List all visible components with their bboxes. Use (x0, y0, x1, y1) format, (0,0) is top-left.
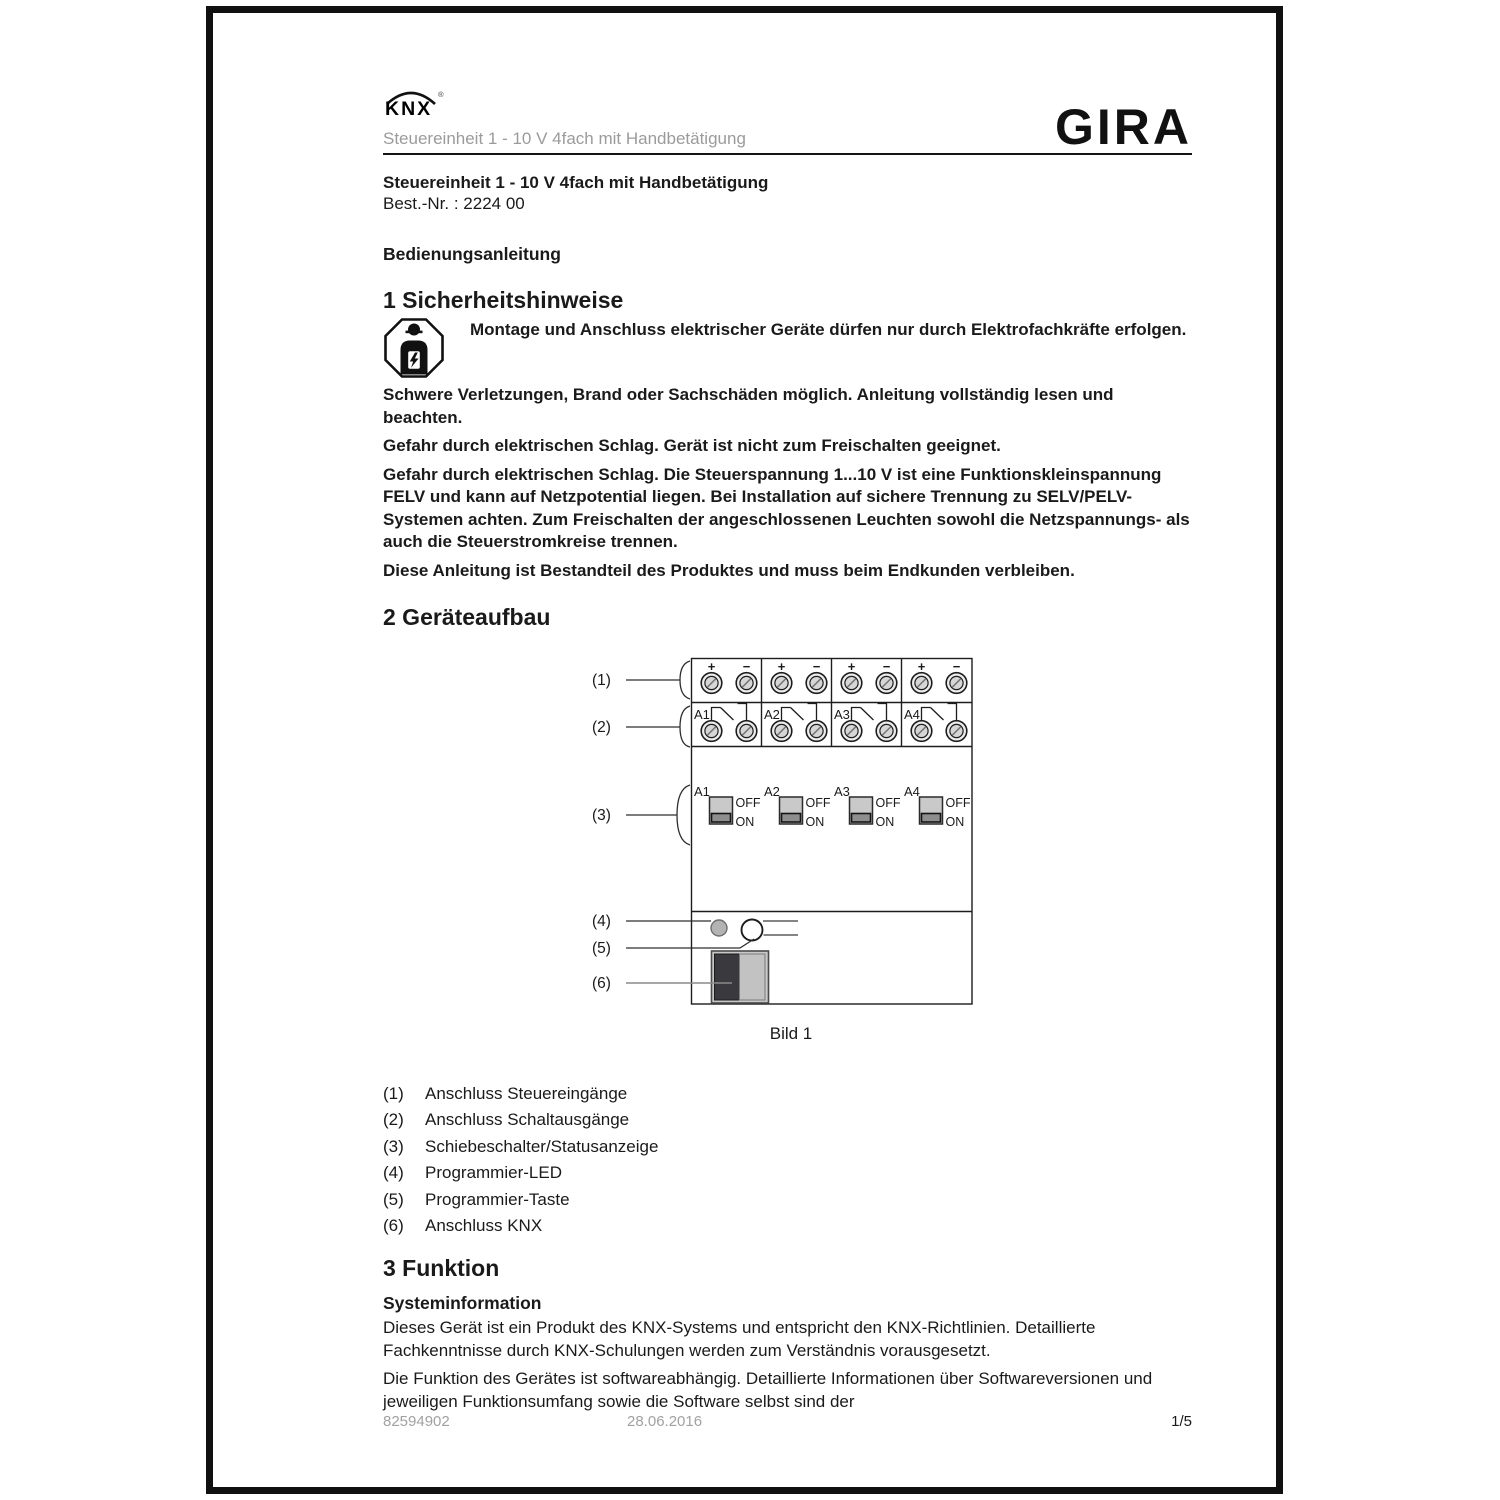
legend-item (383, 1081, 1192, 1107)
product-title: Steuereinheit 1 - 10 V 4fach mit Handbetätigung (383, 173, 769, 192)
legend-num: (2) (383, 1110, 404, 1130)
channel-label: A4 (904, 707, 920, 722)
callout-6: (6) (592, 975, 611, 992)
legend-label: Anschluss Schaltausgänge (425, 1110, 630, 1130)
doc-type: Bedienungsanleitung (383, 244, 561, 264)
page-header (383, 88, 1192, 155)
footer-page-number: 1/5 (1171, 1413, 1192, 1430)
minus-label: − (952, 659, 961, 674)
control-input-terminals (701, 659, 967, 693)
gira-logo: GIRA (1055, 99, 1192, 155)
channel-label: A3 (834, 707, 850, 722)
device-figure (580, 650, 1030, 1055)
callout-3: (3) (592, 807, 611, 824)
manual-page (206, 6, 1283, 1494)
safety-paragraph: Diese Anleitung ist Bestandteil des Produktes und muss beim Endkunden verbleiben. (383, 560, 1075, 580)
slide-switches (694, 784, 971, 829)
knx-logo (383, 88, 453, 118)
minus-label: − (812, 659, 821, 674)
plus-label: + (707, 659, 716, 674)
minus-label: − (882, 659, 891, 674)
footer-doc-number: 82594902 (383, 1413, 450, 1430)
legend-label: Anschluss KNX (425, 1216, 543, 1236)
knx-block (383, 88, 746, 148)
polarity-labels (708, 659, 961, 674)
safety-paragraph: Gefahr durch elektrischen Schlag. Die Steuerspannung 1...10 V ist eine Funktionskleinspannung FELV und kann auf Netzpotential liegen. Bei Installation auf sichere Trennung zu SELV/PELV-Systemen achten. Zum Freischalten der angeschlossenen Leuchten sowohl die Netzspannungs- als auch die Steuerstromkreise trennen. (383, 464, 1190, 551)
section-heading-device: 2 Geräteaufbau (383, 604, 551, 630)
function-paragraphs (383, 1317, 1192, 1413)
on-label: ON (875, 815, 895, 829)
off-label: OFF (805, 796, 831, 810)
function-paragraph: Dieses Gerät ist ein Produkt des KNX-Systems und entspricht den KNX-Richtlinien. Detaillierte Fachkenntnisse durch KNX-Schulungen werden zum Verständnis vorausgesetzt. (383, 1318, 1096, 1360)
legend-num: (1) (383, 1084, 404, 1103)
section-heading-safety: 1 Sicherheitshinweise (383, 287, 624, 313)
channel-label: A2 (764, 784, 780, 799)
page-footer (383, 1413, 1192, 1430)
legend-item (383, 1187, 1192, 1213)
callout-5: (5) (592, 940, 611, 957)
off-label: OFF (875, 796, 901, 810)
legend-item (383, 1160, 1192, 1186)
callout-labels (592, 672, 611, 992)
legend-num: (6) (383, 1216, 404, 1236)
page-content (383, 13, 1192, 1419)
on-label: ON (945, 815, 965, 829)
callout-2: (2) (592, 719, 611, 736)
legend-item (383, 1134, 1192, 1160)
knx-logo-text: KNX (385, 98, 433, 118)
programming-button (742, 920, 763, 941)
plus-label: + (847, 659, 856, 674)
programming-led (711, 920, 727, 936)
person-head (408, 324, 420, 336)
subheading-systeminformation: Systeminformation (383, 1293, 542, 1314)
safety-paragraph: Schwere Verletzungen, Brand oder Sachschäden möglich. Anleitung vollständig lesen und beachten. (383, 385, 1114, 427)
safety-note (383, 317, 1192, 379)
on-label: ON (735, 815, 755, 829)
plus-label: + (777, 659, 786, 674)
channel-label: A1 (694, 707, 710, 722)
legend-label: Schiebeschalter/Statusanzeige (425, 1136, 659, 1156)
section-heading-function: 3 Funktion (383, 1255, 500, 1282)
electrician-warning-icon (383, 317, 445, 379)
legend-num: (3) (383, 1136, 404, 1156)
figure-legend (383, 1081, 1192, 1239)
knx-connector (712, 951, 769, 1003)
figure-caption: Bild 1 (769, 1024, 813, 1043)
switch-output-terminals (694, 704, 967, 742)
safety-paragraph: Gefahr durch elektrischen Schlag. Gerät ist nicht zum Freischalten geeignet. (383, 436, 1001, 455)
function-paragraph: Die Funktion des Gerätes ist softwareabhängig. Detaillierte Informationen über Softwareversionen und jeweiligen Funktionsumfang sowie die Software selbst sind der (383, 1369, 1153, 1411)
product-block (383, 172, 1192, 214)
callout-4: (4) (592, 913, 611, 930)
header-subtitle: Steuereinheit 1 - 10 V 4fach mit Handbetätigung (383, 129, 746, 148)
device-diagram (580, 650, 1030, 1050)
channel-label: A1 (694, 784, 710, 799)
legend-num: (5) (383, 1189, 404, 1209)
on-label: ON (805, 815, 825, 829)
safety-paragraphs (383, 384, 1192, 582)
knx-registered-mark: ® (438, 90, 444, 99)
off-label: OFF (735, 796, 761, 810)
safety-note-text: Montage und Anschluss elektrischer Geräte dürfen nur durch Elektrofachkräfte erfolgen. (470, 320, 1187, 339)
legend-item (383, 1107, 1192, 1133)
channel-label: A3 (834, 784, 850, 799)
cap-brim (406, 331, 423, 334)
legend-item (383, 1213, 1192, 1239)
off-label: OFF (945, 796, 971, 810)
button-pointer-lines (763, 921, 798, 935)
legend-label: Anschluss Steuereingänge (425, 1084, 628, 1103)
legend-label: Programmier-Taste (425, 1189, 570, 1209)
minus-label: − (742, 659, 751, 674)
plus-label: + (917, 659, 926, 674)
legend-num: (4) (383, 1163, 404, 1183)
callout-1: (1) (592, 672, 611, 689)
order-number: Best.-Nr. : 2224 00 (383, 194, 525, 213)
legend-label: Programmier-LED (425, 1163, 562, 1183)
channel-label: A4 (904, 784, 920, 799)
channel-label: A2 (764, 707, 780, 722)
footer-date: 28.06.2016 (627, 1413, 703, 1430)
